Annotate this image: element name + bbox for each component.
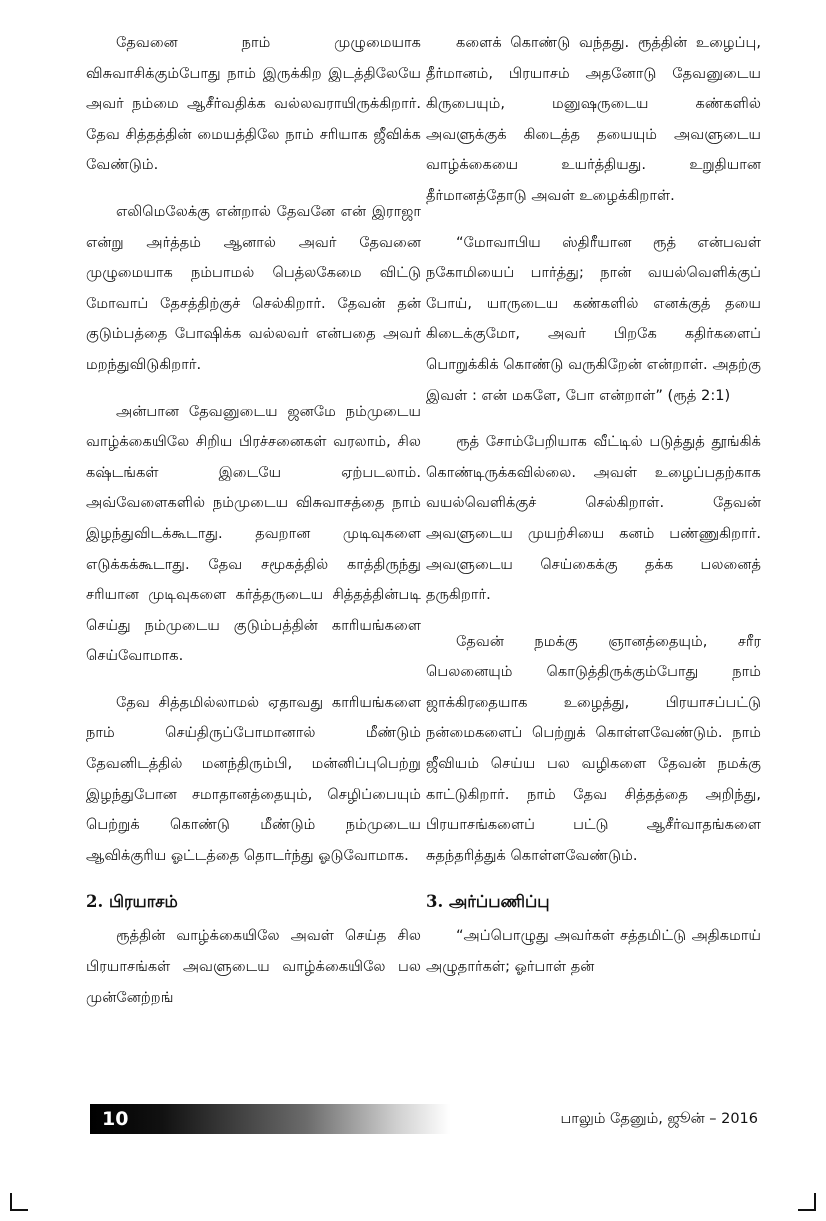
paragraph: தேவனை நாம் முழுமையாக விசுவாசிக்கும்போது நாம் இருக்கிற இடத்திலேயே அவர் நம்மை ஆசீர்வதிக்க வல்லவராயிருக்கிறார். தேவ சித்தத்தின் மையத்திலே நாம் சரியாக ஜீவிக்க வேண்டும். — [86, 34, 421, 174]
paragraph: எலிமெலேக்கு என்றால் தேவனே என் இராஜா என்று அர்த்தம் ஆனால் அவர் தேவனை முழுமையாக நம்பாமல் பெத்லகேமை விட்டு மோவாப் தேசத்திற்குச் செல்கிறார். தேவன் தன் குடும்பத்தை போஷிக்க வல்லவர் என்பதை அவர் மறந்துவிடுகிறார். — [86, 202, 421, 373]
paragraph: “மோவாபிய ஸ்திரீயான ரூத் என்பவள் நகோமியைப் பார்த்து; நான் வயல்வெளிக்குப் போய், யாருடைய கண்களில் எனக்குத் தயை கிடைக்குமோ, அவர் பிறகே கதிர்களைப் பொறுக்கிக் கொண்டு வருகிறேன் என்றாள். அதற்கு இவள் : என் மகளே, போ என்றாள்” (ரூத் 2:1) — [426, 233, 761, 404]
left-column — [86, 28, 421, 1029]
crop-mark — [798, 1193, 816, 1211]
section-heading: 2. பிரயாசம் — [86, 892, 178, 912]
paragraph: ரூத்தின் வாழ்க்கையிலே அவள் செய்த சில பிரயாசங்கள் அவளுடைய வாழ்க்கையிலே பல முன்னேற்றங் — [86, 927, 421, 1006]
right-column — [426, 28, 761, 999]
footer-gradient-bar — [90, 1104, 450, 1134]
paragraph: தேவன் நமக்கு ஞானத்தையும், சரீர பெலனையும் கொடுத்திருக்கும்போது நாம் ஜாக்கிரதையாக உழைத்து, பிரயாசப்பட்டு நன்மைகளைப் பெற்றுக் கொள்ளவேண்டும். நாம் ஜீவியம் செய்ய பல வழிகளை தேவன் நமக்கு காட்டுகிறார். நாம் தேவ சித்தத்தை அறிந்து, பிரயாசங்களைப் பட்டு ஆசீர்வாதங்களை சுதந்தரித்துக் கொள்ளவேண்டும். — [426, 632, 761, 864]
paragraph: தேவ சித்தமில்லாமல் ஏதாவது காரியங்களை நாம் செய்திருப்போமானால் மீண்டும் தேவனிடத்தில் மனந்திரும்பி, மன்னிப்புபெற்று இழந்துபோன சமாதானத்தையும், செழிப்பையும் பெற்றுக் கொண்டு மீண்டும் நம்முடைய ஆவிக்குரிய ஓட்டத்தை தொடர்ந்து ஓடுவோமாக. — [86, 693, 421, 864]
page-number: 10 — [102, 1108, 129, 1130]
magazine-issue: பாலும் தேனும், ஜூன் – 2016 — [560, 1111, 758, 1127]
paragraph: ரூத் சோம்பேறியாக வீட்டில் படுத்துத் தூங்கிக் கொண்டிருக்கவில்லை. அவள் உழைப்பதற்காக வயல்வெளிக்குச் செல்கிறாள். தேவன் அவளுடைய முயற்சியை கனம் பண்ணுகிறார். அவளுடைய செய்கைக்கு தக்க பலனைத் தருகிறார். — [426, 433, 761, 604]
section-heading: 3. அர்ப்பணிப்பு — [426, 892, 550, 912]
paragraph: அன்பான தேவனுடைய ஜனமே நம்முடைய வாழ்க்கையிலே சிறிய பிரச்சனைகள் வரலாம், சில கஷ்டங்கள் இடையே ஏற்படலாம். அவ்வேளைகளில் நம்முடைய விசுவாசத்தை நாம் இழந்துவிடக்கூடாது. தவறான முடிவுகளை எடுக்கக்கூடாது. தேவ சமூகத்தில் காத்திருந்து சரியான முடிவுகளை கர்த்தருடைய சித்தத்தின்படி செய்து நம்முடைய குடும்பத்தின் காரியங்களை செய்வோமாக. — [86, 402, 421, 665]
paragraph: “அப்பொழுது அவர்கள் சத்தமிட்டு அதிகமாய் அழுதார்கள்; ஓர்பாள் தன் — [426, 927, 761, 976]
paragraph: களைக் கொண்டு வந்தது. ரூத்தின் உழைப்பு, தீர்மானம், பிரயாசம் அதனோடு தேவனுடைய கிருபையும், மனுஷருடைய கண்களில் அவளுக்குக் கிடைத்த தயையும் அவளுடைய வாழ்க்கையை உயர்த்தியது. உறுதியான தீர்மானத்தோடு அவள் உழைக்கிறாள். — [426, 34, 761, 204]
crop-mark — [10, 1193, 28, 1211]
